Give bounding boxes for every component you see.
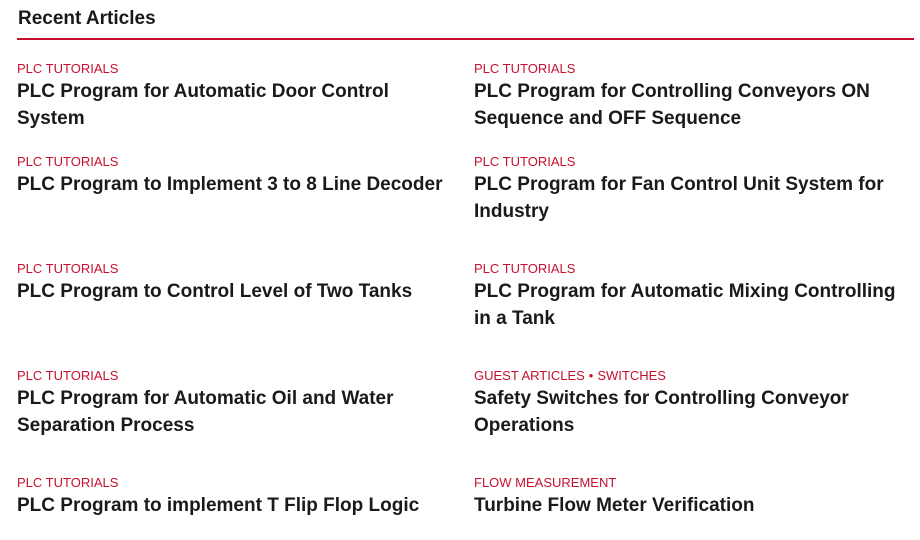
article-categories [474,475,914,491]
article-card [17,475,457,519]
article-categories [17,61,457,77]
category-link[interactable]: FLOW MEASUREMENT [474,475,617,490]
article-categories [17,154,457,170]
category-link[interactable]: PLC TUTORIALS [17,61,119,76]
article-card [474,368,914,439]
article-title-link[interactable]: PLC Program for Fan Control Unit System for Industry [474,174,884,222]
article-title-link[interactable]: PLC Program to Implement 3 to 8 Line Decoder [17,174,443,195]
article-title-link[interactable]: PLC Program for Automatic Mixing Controlling in a Tank [474,281,896,329]
article-categories [474,261,914,277]
category-link[interactable]: PLC TUTORIALS [17,368,119,383]
category-link[interactable]: PLC TUTORIALS [17,261,119,276]
category-link[interactable]: SWITCHES [597,368,666,383]
article-categories [474,154,914,170]
article-categories [17,368,457,384]
category-link[interactable]: PLC TUTORIALS [474,154,576,169]
category-link[interactable]: GUEST ARTICLES [474,368,585,383]
article-title-link[interactable]: PLC Program to implement T Flip Flop Logic [17,495,420,516]
article-categories [474,368,914,384]
category-link[interactable]: PLC TUTORIALS [17,475,119,490]
article-title-link[interactable]: Turbine Flow Meter Verification [474,495,755,516]
article-card [17,261,457,305]
article-card [17,368,457,439]
article-title-link[interactable]: Safety Switches for Controlling Conveyor Operations [474,388,849,436]
article-card [474,61,914,132]
category-link[interactable]: PLC TUTORIALS [474,61,576,76]
article-categories [474,61,914,77]
article-title-link[interactable]: PLC Program for Controlling Conveyors ON Sequence and OFF Sequence [474,81,870,129]
article-card [474,154,914,225]
article-card [17,154,457,198]
article-title-link[interactable]: PLC Program for Automatic Oil and Water Separation Process [17,388,394,436]
category-separator: • [588,368,594,383]
category-link[interactable]: PLC TUTORIALS [474,261,576,276]
article-card [474,475,914,519]
article-card [17,61,457,132]
article-categories [17,261,457,277]
category-link[interactable]: PLC TUTORIALS [17,154,119,169]
article-categories [17,475,457,491]
section-title: Recent Articles [18,8,156,29]
article-title-link[interactable]: PLC Program for Automatic Door Control System [17,81,389,129]
recent-articles-header [17,0,914,40]
article-title-link[interactable]: PLC Program to Control Level of Two Tanks [17,281,413,302]
article-card [474,261,914,332]
